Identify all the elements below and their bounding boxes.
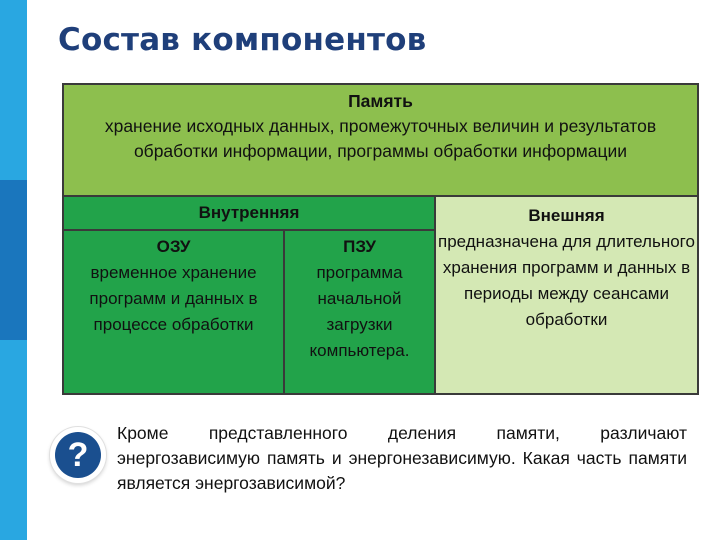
ram-title: ОЗУ bbox=[156, 237, 191, 256]
memory-title: Память bbox=[348, 91, 413, 111]
rom-title: ПЗУ bbox=[343, 237, 376, 256]
memory-description: хранение исходных данных, промежуточных величин и результатов обработки информации, программы обработки информации bbox=[104, 116, 657, 161]
external-title: Внешняя bbox=[528, 206, 605, 225]
left-accent-bar bbox=[0, 0, 27, 540]
rom-cell bbox=[284, 230, 435, 394]
accent-stripe-bottom bbox=[0, 340, 27, 540]
memory-cell bbox=[63, 84, 698, 196]
ram-description: временное хранение программ и данных в процессе обработки bbox=[89, 263, 258, 334]
question-text: Кроме представленного деления памяти, различают энергозависимую память и энергонезависимую. Какая часть памяти является энергозависимой? bbox=[117, 423, 687, 493]
memory-components-table bbox=[62, 83, 699, 395]
external-memory-cell bbox=[435, 196, 698, 394]
internal-memory-header: Внутренняя bbox=[63, 196, 435, 230]
slide-title: Состав компонентов bbox=[58, 22, 427, 58]
rom-description: программа начальной загрузки компьютера. bbox=[309, 263, 410, 360]
external-description: предназначена для длительного хранения программ и данных в периоды между сеансами обработки bbox=[438, 232, 695, 329]
accent-stripe-top bbox=[0, 0, 27, 180]
ram-cell bbox=[63, 230, 284, 394]
question-mark-glyph: ? bbox=[55, 432, 101, 478]
accent-stripe-middle bbox=[0, 180, 27, 340]
question-mark-icon bbox=[50, 427, 106, 483]
